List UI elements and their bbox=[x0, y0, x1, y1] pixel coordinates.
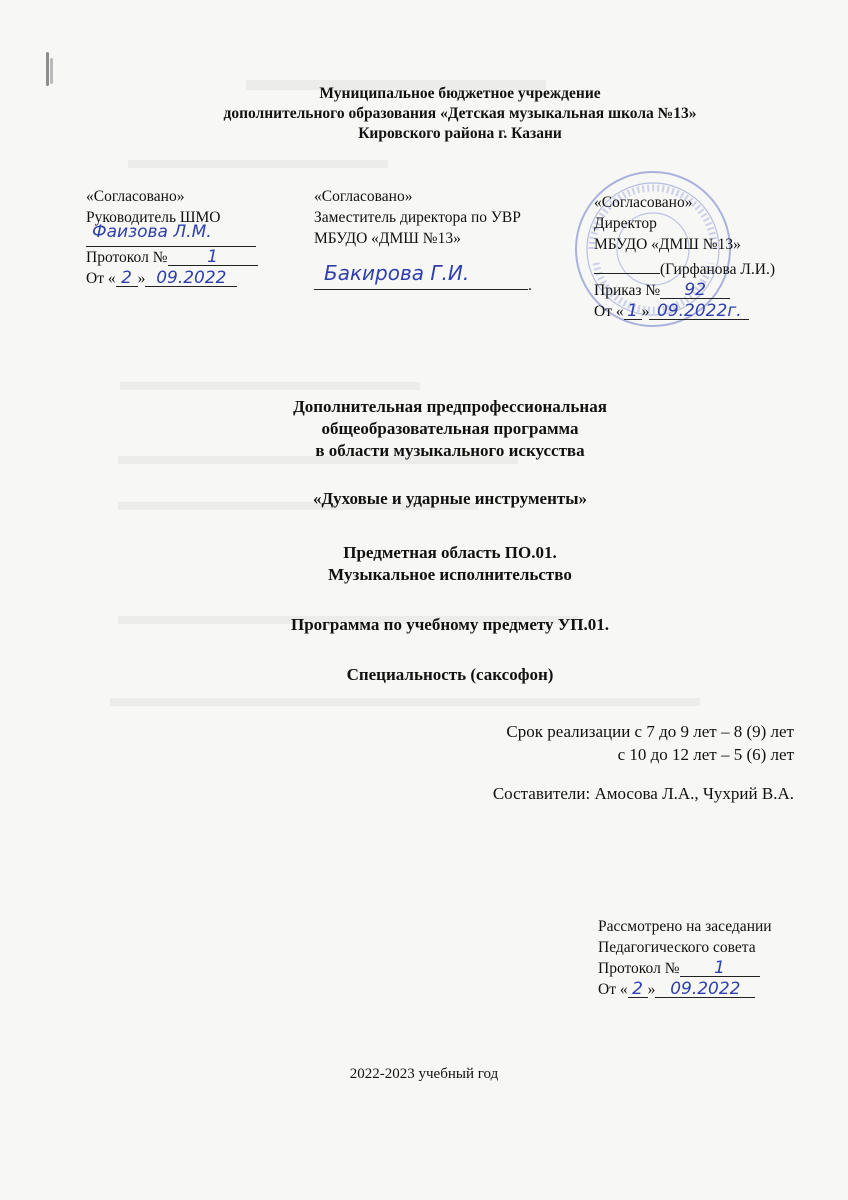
staple-mark bbox=[50, 58, 53, 84]
subject-program: Программа по учебному предмету УП.01. bbox=[291, 615, 609, 634]
approval-block-director bbox=[594, 192, 775, 322]
institution-header bbox=[180, 84, 740, 144]
approval-block-shmo bbox=[86, 186, 258, 289]
protocol-label: Протокол № bbox=[86, 249, 168, 266]
date-prefix: От « bbox=[598, 981, 628, 998]
approval-org: МБУДО «ДМШ №13» bbox=[314, 230, 461, 247]
protocol-line bbox=[598, 958, 772, 979]
signature-line: Бакирова Г.И. . bbox=[314, 271, 532, 296]
director-name: (Гирфанова Л.И.) bbox=[660, 261, 776, 278]
academic-year: 2022-2023 учебный год bbox=[349, 1066, 499, 1082]
date-prefix: От « bbox=[594, 303, 624, 320]
approval-title: «Согласовано» bbox=[86, 188, 185, 205]
header-line: Кировского района г. Казани bbox=[358, 125, 562, 142]
approval-role: Заместитель директора по УВР bbox=[314, 209, 521, 226]
date-day: 1 bbox=[627, 301, 638, 321]
header-line: Муниципальное бюджетное учреждение bbox=[319, 85, 601, 102]
signature-line bbox=[86, 222, 258, 247]
implementation-terms bbox=[506, 720, 794, 766]
date-mid: » bbox=[641, 303, 650, 320]
program-line: Дополнительная предпрофессиональная bbox=[293, 397, 607, 416]
date-month-year: 09.2022 bbox=[156, 268, 227, 288]
order-number: 92 bbox=[684, 280, 707, 300]
term-line: с 10 до 12 лет – 5 (6) лет bbox=[617, 745, 794, 764]
subject-area-name: Музыкальное исполнительство bbox=[328, 565, 572, 584]
date-mid: » bbox=[647, 981, 656, 998]
review-block bbox=[598, 916, 772, 1000]
signature: Фаизова Л.М. bbox=[92, 222, 212, 242]
approval-title: «Согласовано» bbox=[594, 194, 693, 211]
protocol-number: 1 bbox=[714, 958, 725, 978]
approval-title: «Согласовано» bbox=[314, 188, 413, 205]
signature: Бакирова Г.И. bbox=[324, 261, 470, 285]
subject-area bbox=[170, 542, 730, 586]
date-day: 2 bbox=[632, 979, 643, 999]
date-line bbox=[598, 979, 772, 1000]
approval-role: Директор bbox=[594, 215, 657, 232]
date-mid: » bbox=[137, 270, 146, 287]
date-day: 2 bbox=[121, 268, 132, 288]
date-line bbox=[86, 268, 258, 289]
program-line: общеобразовательная программа bbox=[321, 419, 579, 438]
header-line: дополнительного образования «Детская музыкальная школа №13» bbox=[223, 105, 697, 122]
order-line bbox=[594, 280, 775, 301]
protocol-label: Протокол № bbox=[598, 960, 680, 977]
specialty-title: Специальность (саксофон) bbox=[346, 665, 554, 684]
approval-org: МБУДО «ДМШ №13» bbox=[594, 236, 741, 253]
staple-mark bbox=[46, 52, 49, 86]
subject-area-code: Предметная область ПО.01. bbox=[343, 543, 557, 562]
program-line: в области музыкального искусства bbox=[315, 441, 585, 460]
instruments-title: «Духовые и ударные инструменты» bbox=[312, 489, 587, 508]
protocol-line bbox=[86, 247, 258, 268]
date-month-year: 09.2022 bbox=[670, 979, 741, 999]
date-month-year: 09.2022г. bbox=[657, 301, 742, 321]
signature-line bbox=[594, 255, 775, 280]
review-line: Педагогического совета bbox=[598, 939, 756, 956]
approval-block-deputy bbox=[314, 186, 532, 296]
date-line bbox=[594, 301, 775, 322]
authors: Составители: Амосова Л.А., Чухрий В.А. bbox=[492, 784, 794, 803]
program-title bbox=[170, 396, 730, 462]
term-line: Срок реализации с 7 до 9 лет – 8 (9) лет bbox=[506, 722, 794, 741]
order-label: Приказ № bbox=[594, 282, 661, 299]
approval-role: Руководитель ШМО bbox=[86, 209, 221, 226]
review-line: Рассмотрено на заседании bbox=[598, 918, 772, 935]
date-prefix: От « bbox=[86, 270, 116, 287]
protocol-number: 1 bbox=[207, 247, 218, 267]
